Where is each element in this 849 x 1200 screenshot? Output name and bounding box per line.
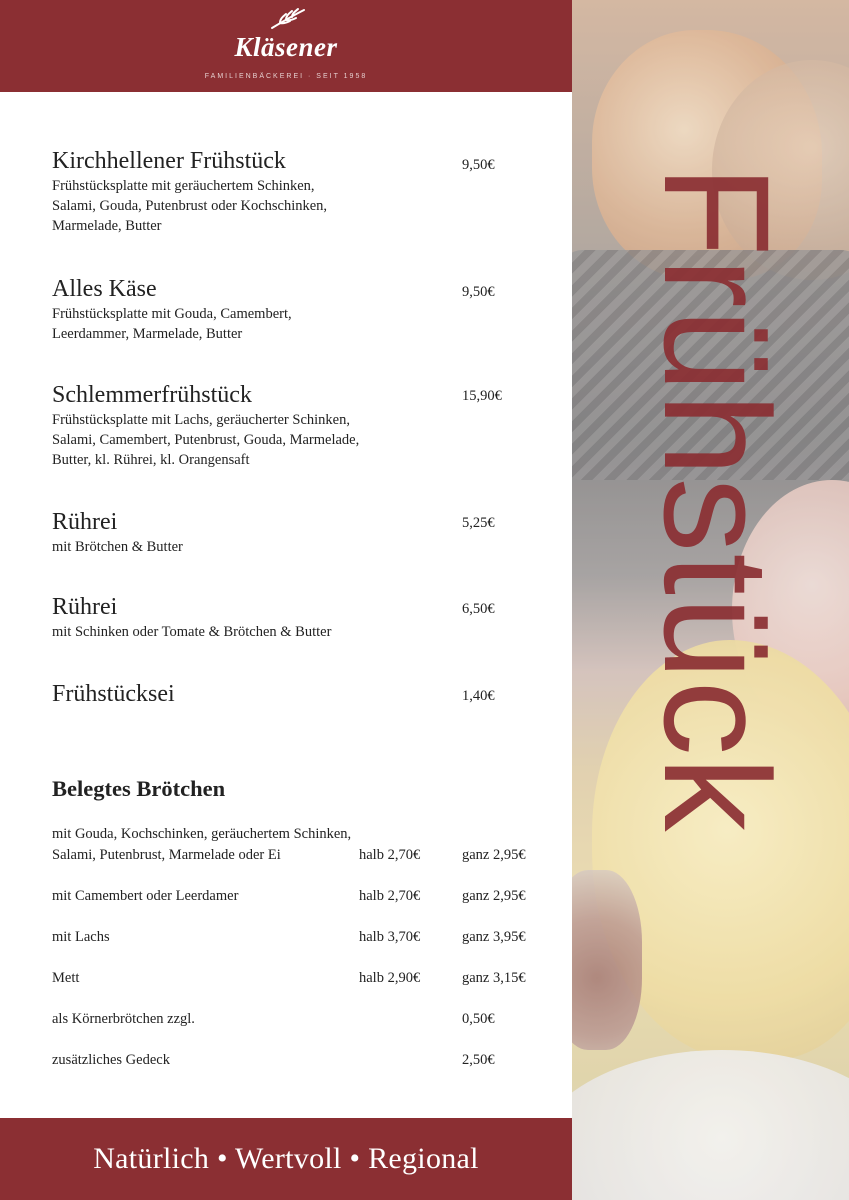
item-price: 15,90€ xyxy=(462,388,502,404)
item-name: Schlemmerfrühstück xyxy=(52,382,252,408)
item-price: 6,50€ xyxy=(462,601,495,617)
item-description: Frühstücksplatte mit geräuchertem Schinken, Salami, Gouda, Putenbrust oder Kochschinken, Marmelade, Butter xyxy=(52,178,328,234)
item-name: Frühstücksei xyxy=(52,681,175,707)
item-name: Kirchhellener Frühstück xyxy=(52,148,286,174)
item-price: 1,40€ xyxy=(462,688,495,704)
whole-price: ganz 2,95€ xyxy=(462,888,526,904)
list-item: als Körnerbrötchen zzgl. 0,50€ xyxy=(52,1009,552,1030)
whole-price: 2,50€ xyxy=(462,1052,495,1068)
item-price: 9,50€ xyxy=(462,284,495,300)
list-item: zusätzliches Gedeck 2,50€ xyxy=(52,1050,552,1071)
list-item: Mett halb 2,90€ ganz 3,15€ xyxy=(52,968,552,989)
item-name: Rührei xyxy=(52,509,118,535)
header-bar xyxy=(0,0,572,92)
whole-price: ganz 3,15€ xyxy=(462,970,526,986)
item-name: Rührei xyxy=(52,594,118,620)
footer-slogan: Natürlich • Wertvoll • Regional xyxy=(93,1142,479,1175)
whole-price: ganz 2,95€ xyxy=(462,847,526,863)
item-description: mit Schinken oder Tomate & Brötchen & Butter xyxy=(52,624,332,640)
item-price: 9,50€ xyxy=(462,157,495,173)
item-price: 5,25€ xyxy=(462,515,495,531)
half-price: halb 2,70€ xyxy=(359,847,421,863)
item-name: Alles Käse xyxy=(52,276,157,302)
half-price: halb 3,70€ xyxy=(359,929,421,945)
logo-subtitle: FAMILIENBÄCKEREI · SEIT 1958 xyxy=(204,73,368,80)
whole-price: ganz 3,95€ xyxy=(462,929,526,945)
list-item: mit Lachs halb 3,70€ ganz 3,95€ xyxy=(52,927,552,948)
wheat-icon xyxy=(268,6,308,32)
list-item: mit Camembert oder Leerdamer halb 2,70€ ganz 2,95€ xyxy=(52,886,552,907)
half-price: halb 2,90€ xyxy=(359,970,421,986)
item-description: Frühstücksplatte mit Gouda, Camembert, Leerdammer, Marmelade, Butter xyxy=(52,306,292,342)
logo-text: Kläsener xyxy=(234,32,338,62)
whole-price: 0,50€ xyxy=(462,1011,495,1027)
footer-bar xyxy=(0,1118,572,1200)
vertical-title: Frühstück xyxy=(633,165,801,833)
item-description: Frühstücksplatte mit Lachs, geräucherter Schinken, Salami, Camembert, Putenbrust, Gouda, Marmelade, Butter, kl. Rührei, kl. Orangensaft xyxy=(52,412,360,468)
item-description: mit Brötchen & Butter xyxy=(52,539,183,555)
section-title: Belegtes Brötchen xyxy=(52,776,226,801)
list-item: mit Gouda, Kochschinken, geräuchertem Schinken, Salami, Putenbrust, Marmelade oder Ei halb 2,70€ ganz 2,95€ xyxy=(52,824,552,866)
half-price: halb 2,70€ xyxy=(359,888,421,904)
